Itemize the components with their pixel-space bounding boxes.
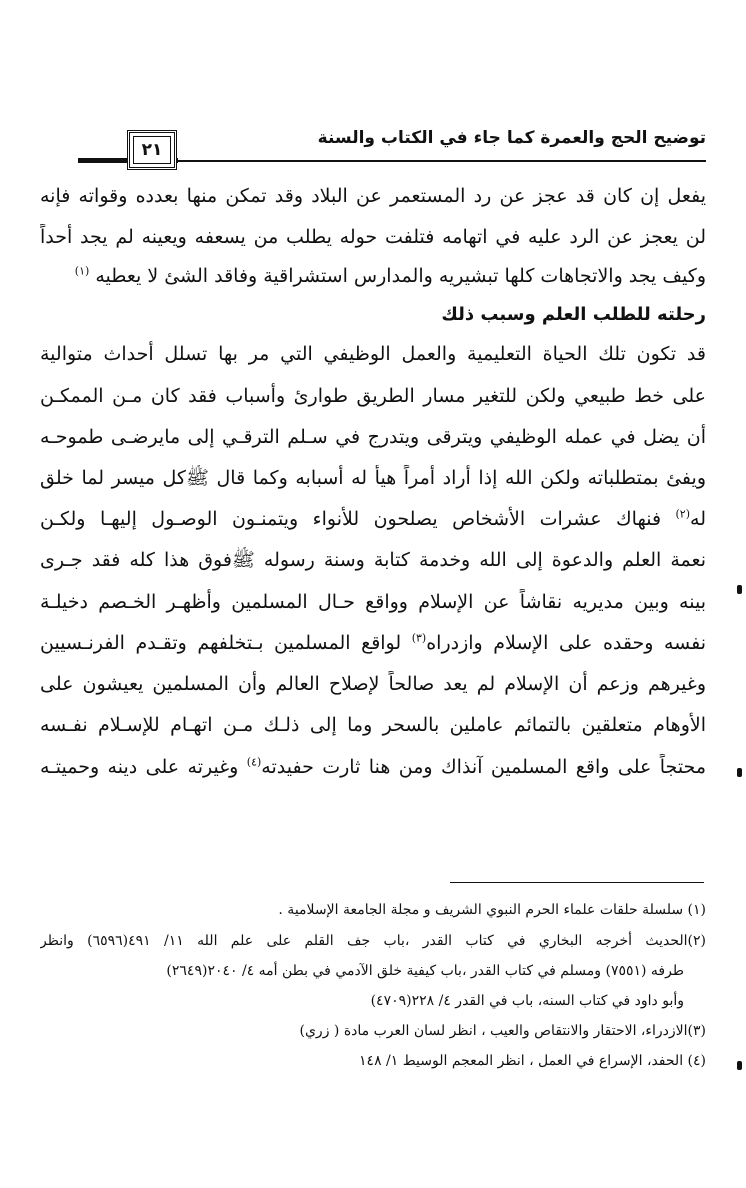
body-line: نعمة العلم والدعوة إلى الله وخدمة كتابة وسنة رسوله ﷺفوق هذا كله فقد جـرى [40, 549, 706, 571]
footnote-2-line-3: وأبو داود في كتاب السنه، باب في القدر ٤/ ٢٢٨(٤٧٠٩) [370, 993, 684, 1009]
body-line: أن يضل في عمله الوظيفي ويترقى ويتدرج في سـلم الترقـي إلى مايرضـى طموحـه [40, 426, 706, 448]
body-line-text: له [690, 508, 706, 530]
section-heading: رحلته للطلب العلم وسبب ذلك [441, 304, 706, 325]
body-line [40, 263, 706, 289]
footnote-2-line-1: (٢)الحديث أخرجه البخاري في كتاب القدر ،باب جف القلم على علم الله ١١/ ٤٩١(٦٥٩٦) وانظر [40, 933, 706, 949]
body-line: الأوهام متعلقين بالتمائم عاملين بالسحر وما إلى ذلـك مـن اتهـام للإسـلام نفـسه [40, 714, 706, 736]
margin-mark [737, 1061, 742, 1070]
footnote-marker: (١) [74, 264, 90, 278]
body-line-text: نفسه وحقده على الإسلام وازدراه [426, 632, 706, 654]
body-line-text: لواقع المسلمين بـتخلفهم وتقـدم الفرنـسيين [40, 632, 412, 654]
body-line: بينه وبين مديريه نقاشاً عن الإسلام وواقع حـال المسلمين وأظهـر الخـصم دخيلـة [40, 591, 706, 613]
footnote-2-line-2: طرفه (٧٥٥١) ومسلم في كتاب القدر ،باب كيفية خلق الآدمي في بطن أمه ٤/ ٢٠٤٠(٢٦٤٩) [166, 963, 684, 979]
body-line [40, 754, 706, 780]
margin-mark [737, 585, 742, 594]
body-line: على خط طبيعي ولكن للتغير مسار الطريق طوارئ وأسباب فقد كان مـن الممكـن [40, 385, 706, 407]
footnote-3: (٣)الازدراء، الاحتقار والانتقاص والعيب ، انظر لسان العرب مادة ( زري) [299, 1023, 706, 1039]
footnote-marker: (٢) [675, 507, 691, 521]
body-line-text: محتجاً على واقع المسلمين آنذاك ومن هنا ثارت حفيدته [261, 756, 706, 778]
footnote-marker: (٤) [246, 755, 262, 769]
body-line-text: فنهاك عشرات الأشخاص يصلحون للأنواء ويتمنـون الوصـول إليهـا ولكـن [40, 508, 676, 530]
margin-mark [737, 768, 742, 777]
body-line [40, 506, 706, 532]
body-line: وغيرهم وزعم أن الإسلام لم يعد صالحاً لإصلاح العالم وأن المسلمين يعيشون على [40, 673, 706, 695]
footnote-4: (٤) الحفد، الإسراع في العمل ، انظر المعجم الوسيط ١/ ١٤٨ [359, 1053, 706, 1069]
body-line: ويفئ بمتطلباته ولكن الله إذا أراد أمراً هيأ له أسبابه وكما قال ﷺكل ميسر لما خلق [40, 467, 706, 489]
body-line [40, 630, 706, 656]
body-line-text: وغيرته على دينه وحميتـه [40, 756, 247, 778]
page-number: ٢١ [141, 140, 163, 160]
footnote-rule [450, 882, 704, 883]
footnote-1: (١) سلسلة حلقات علماء الحرم النبوي الشريف و مجلة الجامعة الإسلامية . [278, 902, 706, 918]
body-line: لن يعجز عن الرد عليه في اتهامه فتلفت حوله يطلب من يسعفه ويعينه لم يجد أحداً [40, 226, 706, 248]
running-title: توضيح الحج والعمرة كما جاء في الكتاب والسنة [317, 128, 706, 148]
body-line-text: وكيف يجد والاتجاهات كلها تبشيريه والمدارس استشراقية وفاقد الشئ لا يعطيه [95, 265, 706, 287]
page-number-box [127, 130, 177, 170]
body-line: يفعل إن كان قد عجز عن رد المستعمر عن البلاد وقد تمكن منها بعدده وقواته فإنه [40, 185, 706, 207]
body-line: قد تكون تلك الحياة التعليمية والعمل الوظيفي التي مر بها تسلل أحداث متوالية [40, 343, 706, 365]
footnote-marker: (٣) [411, 631, 427, 645]
